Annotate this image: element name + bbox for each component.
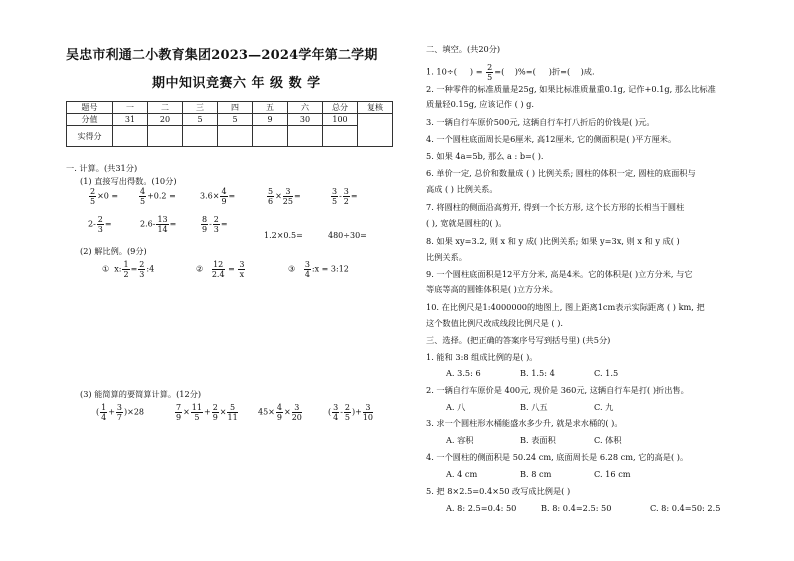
fill-q6-line1: 6. 单价一定, 总价和数量成 ( ) 比例关系; 圆柱的体积一定, 圆柱的底面积与 [426,168,696,178]
score-earned-cell[interactable] [218,126,253,147]
fill-q6-line2: 高成 ( ) 比例关系。 [426,184,498,194]
calc-4: ( $\frac{3}{4}$ - $\frac{2}{5}$ )+ $\frac{3}{10}$ [328,403,374,422]
fill-q1: 1. 10÷( ) = $\frac{2}{5}$ =( )%=( )折=( )成. [426,63,595,82]
fill-q10-line1: 10. 在比例尺是1:4000000的地图上, 图上距离1cm表示实际距离 ( ) km, 把 [426,302,705,312]
expr-10: 480÷30= [328,231,367,240]
choice-q5-opt-a[interactable]: A. 8: 2.5=0.4: 50 [446,503,517,513]
fill-q9-line1: 9. 一个圆柱底面积是12平方分米, 高是4米。它的体积是( )立方分米, 与它 [426,269,693,279]
expr-1: $\frac{2}{5}$ ×0 = [90,187,119,206]
score-cell: 31 [113,114,148,126]
fill-q7-line2: ( ), 宽就是圆柱的( )。 [426,218,507,228]
score-earned-cell[interactable] [183,126,218,147]
score-earned-cell[interactable] [113,126,148,147]
fill-q9-line2: 等底等高的圆锥体积是( )立方分米。 [426,284,558,294]
score-header-cell: 题号 [67,102,113,114]
calc-1: ( $\frac{1}{4}$ + $\frac{3}{7}$ )×28 [96,403,145,422]
score-earned-cell[interactable] [288,126,323,147]
score-header-cell: 三 [183,102,218,114]
expr-7: 2.6- $\frac{13}{14}$ = [140,215,177,234]
paper-subtitle: 期中知识竞赛六 年 级 数 学 [152,76,321,91]
score-cell: 5 [183,114,218,126]
subsection-1-heading: (1) 直接写出得数。(10分) [80,176,177,186]
expr-2: $\frac{4}{5}$ +0.2 = [140,187,176,206]
choice-q2: 2. 一辆自行车原价是 400元, 现价是 360元, 这辆自行车是打( )折出售。 [426,385,689,395]
choice-q5: 5. 把 8×2.5=0.4×50 改写成比例是( ) [426,486,571,496]
score-header-cell: 总分 [323,102,358,114]
score-cell: 分值 [67,114,113,126]
score-earned-cell[interactable] [253,126,288,147]
fill-q5: 5. 如果 4a=5b, 那么 a : b=( ). [426,151,544,161]
expr-6: 2- $\frac{2}{3}$ = [88,215,112,234]
score-header-cell: 二 [148,102,183,114]
expr-5: $\frac{3}{5}$ - $\frac{3}{2}$ = [332,187,358,206]
score-cell: 30 [288,114,323,126]
expr-9: 1.2×0.5= [264,231,303,240]
choice-q3: 3. 求一个圆柱形水桶能盛水多少升, 就是求水桶的( )。 [426,418,623,428]
choice-q4-opt-b[interactable]: B. 8 cm [520,469,552,479]
fill-q7-line1: 7. 将圆柱的侧面沿高剪开, 得到一个长方形, 这个长方形的长相当于圆柱 [426,202,685,212]
fill-q3: 3. 一辆自行车原价500元, 这辆自行车打八折后的价钱是( )元。 [426,117,655,127]
choice-q5-opt-c[interactable]: C. 8: 0.4=50: 2.5 [650,503,721,513]
score-header-cell: 六 [288,102,323,114]
proportion-3: ③ $\frac{3}{4}$ :x = 3:12 [288,260,349,279]
fill-q2-line2: 质量轻0.15g, 应该记作 ( ) g. [426,99,535,109]
section-2-heading: 二、填空。(共20分) [426,44,501,54]
choice-q1-opt-b[interactable]: B. 1.5: 4 [520,368,555,378]
review-cell[interactable] [358,114,393,147]
score-header-cell: 一 [113,102,148,114]
fill-q8-line1: 8. 如果 xy=3.2, 则 x 和 y 成( )比例关系; 如果 y=3x, 则 x 和 y 成( ) [426,236,680,246]
score-header-cell: 复核 [358,102,393,114]
expr-3: 3.6× $\frac{4}{9}$ = [200,187,236,206]
score-earned-cell[interactable] [148,126,183,147]
choice-q1-opt-a[interactable]: A. 3.5: 6 [446,368,481,378]
subsection-2-heading: (2) 解比例。(9分) [80,246,147,256]
choice-q2-opt-c[interactable]: C. 九 [594,402,614,412]
paper-title: 吴忠市利通二小教育集团2023—2024学年第二学期 [66,48,378,63]
section-3-heading: 三、选择。(把正确的答案序号写到括号里) (共5分) [426,335,611,345]
choice-q4-opt-a[interactable]: A. 4 cm [446,469,478,479]
expr-8: $\frac{8}{9}$ - $\frac{2}{3}$ = [202,215,228,234]
choice-q3-opt-b[interactable]: B. 表面积 [520,435,556,445]
proportion-1: ① x: $\frac{1}{2}$ = $\frac{2}{3}$ :4 [102,260,155,279]
proportion-2: ② $\frac{12}{2.4}$ = $\frac{3}{x}$ [196,260,245,279]
score-cell: 100 [323,114,358,126]
choice-q4-opt-c[interactable]: C. 16 cm [594,469,631,479]
choice-q5-opt-b[interactable]: B. 8: 0.4=2.5: 50 [541,503,612,513]
score-cell: 20 [148,114,183,126]
expr-4: $\frac{5}{6}$ × $\frac{3}{25}$ = [268,187,301,206]
score-cell: 9 [253,114,288,126]
score-header-cell: 五 [253,102,288,114]
subsection-3-heading: (3) 能简算的要简算计算。(12分) [80,389,202,399]
score-earned-label: 实得分 [67,126,113,147]
fill-q2-line1: 2. 一种零件的标准质量是25g, 如果比标准质量重0.1g, 记作+0.1g, 那么比标准 [426,84,716,94]
score-cell: 5 [218,114,253,126]
calc-3: 45× $\frac{4}{9}$ × $\frac{3}{20}$ [258,403,302,422]
choice-q3-opt-c[interactable]: C. 体积 [594,435,622,445]
score-header-cell: 四 [218,102,253,114]
score-earned-cell[interactable] [323,126,358,147]
score-table [66,101,393,147]
calc-2: $\frac{7}{9}$ × $\frac{11}{5}$ + $\frac{2}{9}$ × $\frac{5}{11}$ [176,403,238,422]
section-1-heading: 一. 计算。(共31分) [66,163,138,173]
fill-q10-line2: 这个数值比例尺改成线段比例尺是 ( ). [426,318,564,328]
score-value-row [67,114,393,126]
choice-q1: 1. 能和 3:8 组成比例的是( )。 [426,352,538,362]
choice-q2-opt-a[interactable]: A. 八 [446,402,466,412]
score-earned-row [67,126,393,147]
score-header-row [67,102,393,114]
choice-q2-opt-b[interactable]: B. 八五 [520,402,548,412]
choice-q1-opt-c[interactable]: C. 1.5 [594,368,619,378]
fill-q8-line2: 比例关系。 [426,252,467,262]
choice-q4: 4. 一个圆柱的侧面积是 50.24 cm, 底面周长是 6.28 cm, 它的高是( )。 [426,452,689,462]
choice-q3-opt-a[interactable]: A. 容积 [446,435,474,445]
fill-q4: 4. 一个圆柱底面周长是6厘米, 高12厘米, 它的侧面积是( )平方厘米。 [426,134,677,144]
